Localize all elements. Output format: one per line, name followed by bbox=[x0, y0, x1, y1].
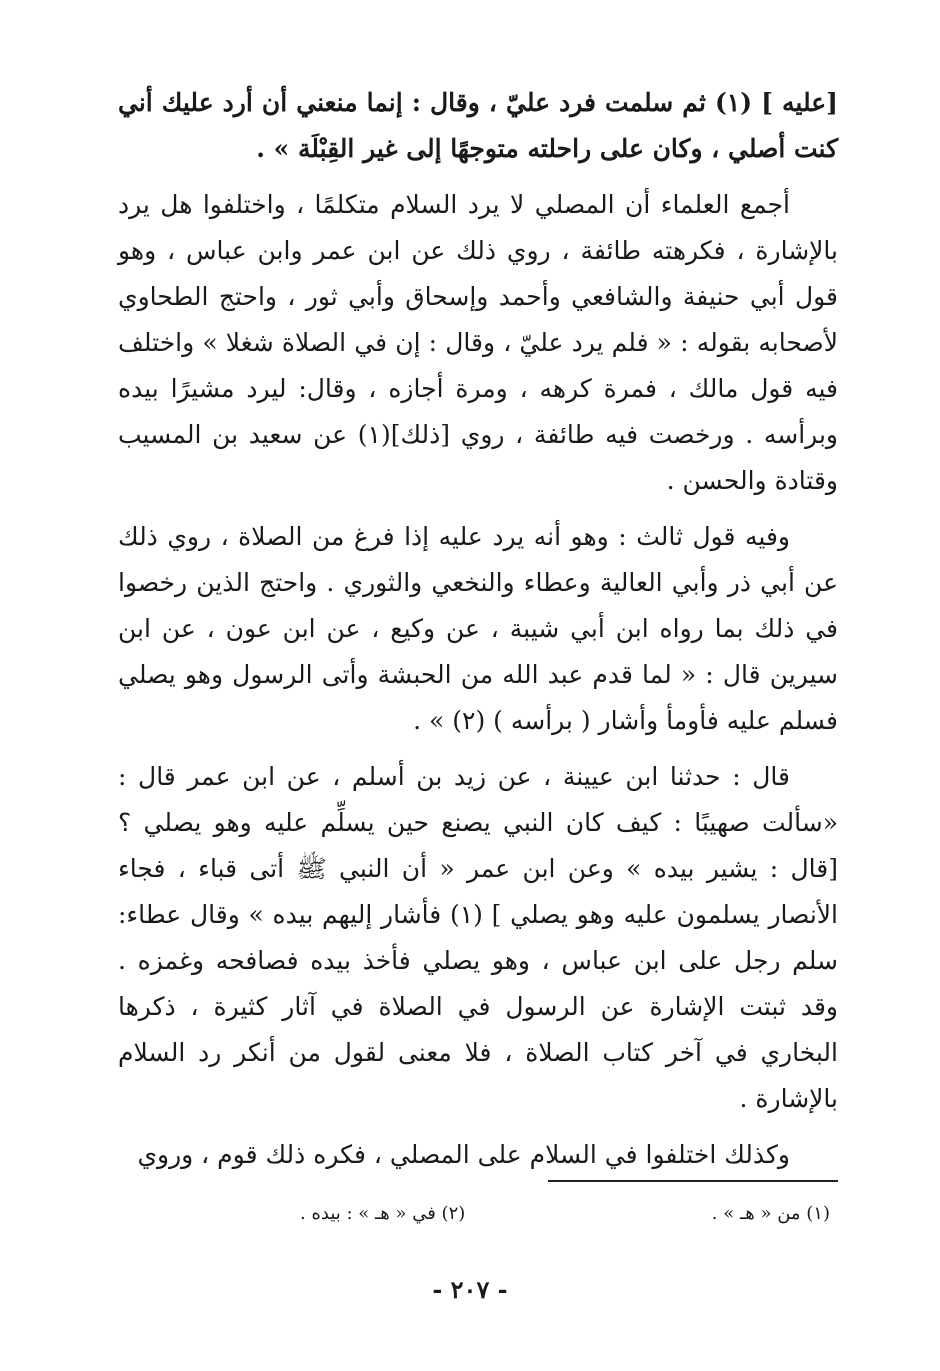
paragraph-hadith-end: [عليه ] (١) ثم سلمت فرد عليّ ، وقال : إنما منعني أن أرد عليك أني كنت أصلي ، وكان على راحلته متوجهًا إلى غير القِبْلَة » . bbox=[118, 88, 838, 163]
paragraph-ibn-uyayna: قال : حدثنا ابن عيينة ، عن زيد بن أسلم ، عن ابن عمر قال : «سألت صهيبًا : كيف كان النبي يصنع حين يسلِّم عليه وهو يصلي ؟ [قال : يشير بيده » وعن ابن عمر « أن النبي ﷺ أتى قباء ، فجاء الأنصار يسلمون عليه وهو يصلي ] (١) فأشار إليهم بيده » وقال عطاء: سلم رجل على ابن عباس ، وهو يصلي فأخذ بيده فصافحه وغمزه . وقد ثبتت الإشارة عن الرسول في الصلاة في آثار كثيرة ، ذكرها البخاري في آخر كتاب الصلاة ، فلا معنى لقول من أنكر رد السلام بالإشارة . bbox=[118, 762, 838, 1113]
main-text bbox=[118, 80, 838, 1188]
footnote-1: (١) من « هـ » . bbox=[711, 1203, 830, 1224]
paragraph-greeting-praying: وكذلك اختلفوا في السلام على المصلي ، فكره ذلك قوم ، وروي bbox=[137, 1140, 790, 1169]
paragraph-third-opinion: وفيه قول ثالث : وهو أنه يرد عليه إذا فرغ من الصلاة ، روي ذلك عن أبي ذر وأبي العالية وعطاء والنخعي والثوري . واحتج الذين رخصوا في ذلك بما رواه ابن أبي شيبة ، عن وكيع ، عن ابن عون ، عن ابن سيرين قال : « لما قدم عبد الله من الحبشة وأتى الرسول وهو يصلي فسلم عليه فأومأ وأشار ( برأسه ) (٢) » . bbox=[118, 522, 838, 735]
footnote-2: (٢) في « هـ » : بيده . bbox=[300, 1203, 466, 1224]
paragraph-scholars-consensus: أجمع العلماء أن المصلي لا يرد السلام متكلمًا ، واختلفوا هل يرد بالإشارة ، فكرهته طائفة ، روي ذلك عن ابن عمر وابن عباس ، وهو قول أبي حنيفة والشافعي وأحمد وإسحاق وأبي ثور ، واحتج الطحاوي لأصحابه بقوله : « فلم يرد عليّ ، وقال : إن في الصلاة شغلا » واختلف فيه قول مالك ، فمرة كرهه ، ومرة أجازه ، وقال: ليرد مشيرًا بيده وبرأسه . ورخصت فيه طائفة ، روي [ذلك](١) عن سعيد بن المسيب وقتادة والحسن . bbox=[118, 190, 838, 495]
footnotes bbox=[300, 1200, 830, 1228]
page-number: - ٢٠٧ - bbox=[432, 1275, 508, 1304]
footnote-divider bbox=[548, 1180, 838, 1182]
